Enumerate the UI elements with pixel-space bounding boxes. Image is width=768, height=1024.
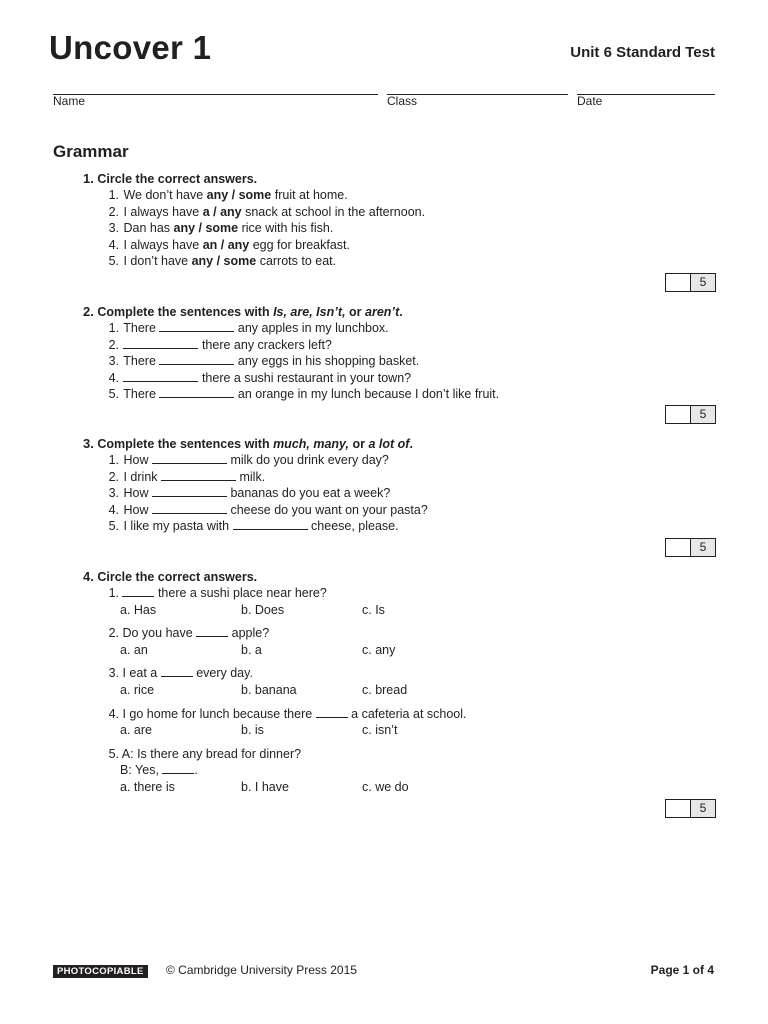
question-number: 2. (83, 304, 94, 319)
list-item: 1. How milk do you drink every day? (108, 453, 389, 467)
option-a[interactable]: a. an (120, 642, 148, 657)
list-item: 2. Do you have apple? a. an b. a c. any (108, 626, 396, 657)
question-number: 4. (83, 569, 94, 584)
answer-blank[interactable] (122, 586, 154, 597)
answer-blank[interactable] (152, 486, 227, 497)
question-4 (83, 568, 723, 803)
list-item: 5. There an orange in my lunch because I don’t like fruit. (108, 387, 500, 402)
option-c[interactable]: c. we do (362, 779, 409, 794)
score-box (665, 405, 716, 424)
question-4-header (83, 568, 723, 585)
answer-blank[interactable] (233, 519, 308, 530)
answer-blank[interactable] (316, 707, 348, 718)
score-entry[interactable] (666, 800, 691, 817)
option-b[interactable]: b. a (241, 642, 262, 657)
option-c[interactable]: c. bread (362, 682, 408, 697)
section-heading: Grammar (53, 142, 129, 161)
answer-options[interactable]: any / some (173, 221, 239, 236)
question-2 (83, 303, 723, 403)
option-b[interactable]: b. banana (241, 682, 297, 697)
page-number: Page 1 of 4 (650, 963, 714, 977)
question-2-header: 2. Complete the sentences with Is, are, Isn’t, or aren’t. (83, 304, 403, 319)
score-points: 5 (691, 800, 715, 817)
list-item: 1. There any apples in my lunchbox. (108, 321, 389, 335)
option-a[interactable]: a. rice (120, 682, 155, 697)
score-entry[interactable] (666, 539, 691, 556)
question-1 (83, 170, 723, 270)
list-item: 2. I drink milk. (108, 469, 266, 484)
answer-blank[interactable] (196, 626, 228, 637)
answer-options[interactable]: an / any (202, 237, 250, 252)
name-label: Name (53, 94, 86, 108)
question-number: 3. (83, 436, 94, 451)
answer-blank[interactable] (123, 338, 198, 349)
class-label: Class (387, 94, 418, 108)
score-box (665, 799, 716, 818)
answer-blank[interactable] (159, 321, 234, 332)
list-item: 1. We don’t have any / some fruit at home. (108, 188, 348, 202)
date-label: Date (577, 94, 603, 108)
copyright-text: © Cambridge University Press 2015 (166, 963, 357, 977)
option-a[interactable]: a. Has (120, 602, 157, 617)
option-a[interactable]: a. there is (120, 779, 175, 794)
answer-options[interactable]: any / some (191, 254, 257, 269)
question-instruction: Circle the correct answers. (97, 570, 258, 584)
list-item: 5. I like my pasta with cheese, please. (108, 519, 399, 534)
question-3-header: 3. Complete the sentences with much, many, or a lot of. (83, 436, 413, 451)
option-c[interactable]: c. Is (362, 602, 385, 617)
list-item: 1. there a sushi place near here? a. Has b. Does c. Is (108, 586, 385, 617)
document-title: Uncover 1 (49, 29, 212, 66)
list-item: 2. there any crackers left? (108, 337, 332, 352)
score-points: 5 (691, 274, 715, 291)
photocopiable-badge: PHOTOCOPIABLE (53, 965, 148, 978)
list-item: 4. I go home for lunch because there a cafeteria at school. a. are b. is c. isn’t (108, 706, 467, 738)
list-item: 5. A: Is there any bread for dinner? B: Yes, . a. there is b. I have c. we do (108, 746, 409, 794)
list-item: 4. I always have an / any egg for breakfast. (108, 237, 351, 252)
answer-blank[interactable] (161, 666, 193, 677)
list-item: 3. I eat a every day. a. rice b. banana c. bread (108, 666, 408, 697)
option-c[interactable]: c. any (362, 642, 396, 657)
list-item: 3. How bananas do you eat a week? (108, 486, 391, 501)
option-c[interactable]: c. isn’t (362, 723, 398, 738)
option-b[interactable]: b. is (241, 723, 264, 738)
score-entry[interactable] (666, 406, 691, 423)
answer-blank[interactable] (123, 371, 198, 382)
list-item: 3. There any eggs in his shopping basket. (108, 354, 420, 369)
answer-blank[interactable] (152, 503, 227, 514)
question-number: 1. (83, 171, 94, 186)
option-b[interactable]: b. Does (241, 602, 285, 617)
score-entry[interactable] (666, 274, 691, 291)
list-item: 5. I don’t have any / some carrots to eat. (108, 254, 337, 269)
answer-blank[interactable] (159, 354, 234, 365)
answer-blank[interactable] (161, 470, 236, 481)
score-box (665, 538, 716, 557)
list-item: 4. there a sushi restaurant in your town? (108, 370, 412, 385)
answer-blank[interactable] (162, 763, 194, 774)
score-points: 5 (691, 539, 715, 556)
name-line[interactable] (53, 94, 378, 95)
answer-options[interactable]: any / some (206, 188, 272, 202)
answer-options[interactable]: a / any (202, 204, 242, 219)
answer-blank[interactable] (152, 453, 227, 464)
list-item: 3. Dan has any / some rice with his fish. (108, 221, 334, 236)
list-item: 2. I always have a / any snack at school in the afternoon. (108, 204, 426, 219)
question-instruction: Circle the correct answers. (97, 172, 258, 186)
option-b[interactable]: b. I have (241, 779, 289, 794)
answer-blank[interactable] (159, 387, 234, 398)
question-1-header (83, 170, 723, 187)
score-box (665, 273, 716, 292)
question-3 (83, 435, 723, 535)
score-points: 5 (691, 406, 715, 423)
option-a[interactable]: a. are (120, 723, 152, 738)
unit-title: Unit 6 Standard Test (570, 44, 715, 61)
list-item: 4. How cheese do you want on your pasta? (108, 502, 428, 517)
